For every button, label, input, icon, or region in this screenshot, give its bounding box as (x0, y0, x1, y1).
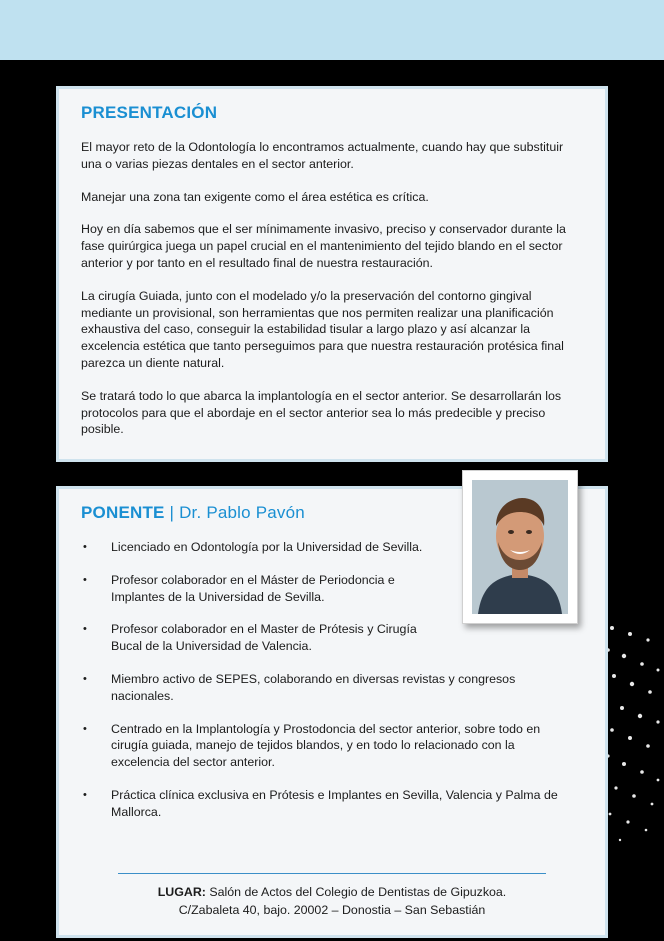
speaker-title: PONENTE (81, 503, 165, 522)
list-item: • Profesor colaborador en el Master de Prótesis y Cirugía Bucal de la Universidad de Valencia. (81, 621, 441, 655)
list-item: • Licenciado en Odontología por la Universidad de Sevilla. (81, 539, 585, 556)
speaker-photo-frame (462, 470, 578, 624)
top-banner (0, 0, 664, 60)
venue-label: LUGAR: (157, 885, 206, 899)
list-item: • Centrado en la Implantología y Prostodoncia del sector anterior, sobre todo en cirugía guiada, manejo de tejidos blandos, y en todo lo relacionado con la excelencia del sector anterior. (81, 721, 551, 771)
venue-name: Salón de Actos del Colegio de Dentistas de Gipuzkoa. (209, 885, 507, 899)
venue-address: C/Zabaleta 40, bajo. 20002 – Donostia – San Sebastián (178, 903, 486, 917)
presentation-paragraph: Manejar una zona tan exigente como el área estética es crítica. (81, 189, 429, 204)
list-item: • Profesor colaborador en el Máster de Periodoncia e Implantes de la Universidad de Sevilla. (81, 572, 441, 606)
presentation-paragraph: La cirugía Guiada, junto con el modelado y/o la preservación del contorno gingival mediante un provisional, son herramientas que nos permiten realizar una planificación exhaustiva del caso, conseguir la estabilidad tisular a largo plazo y así alcanzar la excelencia estética que tanto perseguimos para que nuestra restauración protésica final parezca un diente natural. (81, 288, 564, 370)
presentation-paragraph: El mayor reto de la Odontología lo encontramos actualmente, cuando hay que substituir una o varias piezas dentales en el sector anterior. (81, 140, 564, 171)
venue-line-1 (56, 883, 608, 901)
presentation-paragraph: Se tratará todo lo que abarca la implantología en el sector anterior. Se desarrollarán los protocolos para que el abordaje en el sector anterior sea lo más predecible y preciso posible. (81, 388, 562, 437)
presentation-title: PRESENTACIÓN (81, 103, 218, 122)
presentation-card (56, 86, 608, 462)
decorative-dots (600, 620, 664, 850)
footer-divider (118, 873, 546, 874)
list-item: • Miembro activo de SEPES, colaborando en diversas revistas y congresos nacionales. (81, 671, 541, 705)
list-item: • Práctica clínica exclusiva en Prótesis e Implantes en Sevilla, Valencia y Palma de Mallorca. (81, 787, 585, 821)
speaker-name: Dr. Pablo Pavón (179, 503, 305, 522)
speaker-separator: | (169, 503, 175, 522)
presentation-paragraph: Hoy en día sabemos que el ser mínimamente invasivo, preciso y conservador durante la fase quirúrgica juega un papel crucial en el mantenimiento del tejido blando en el sector anterior y por tanto en el resultado final de nuestra restauración. (81, 222, 566, 270)
speaker-photo (472, 480, 568, 614)
venue-info (56, 883, 608, 919)
